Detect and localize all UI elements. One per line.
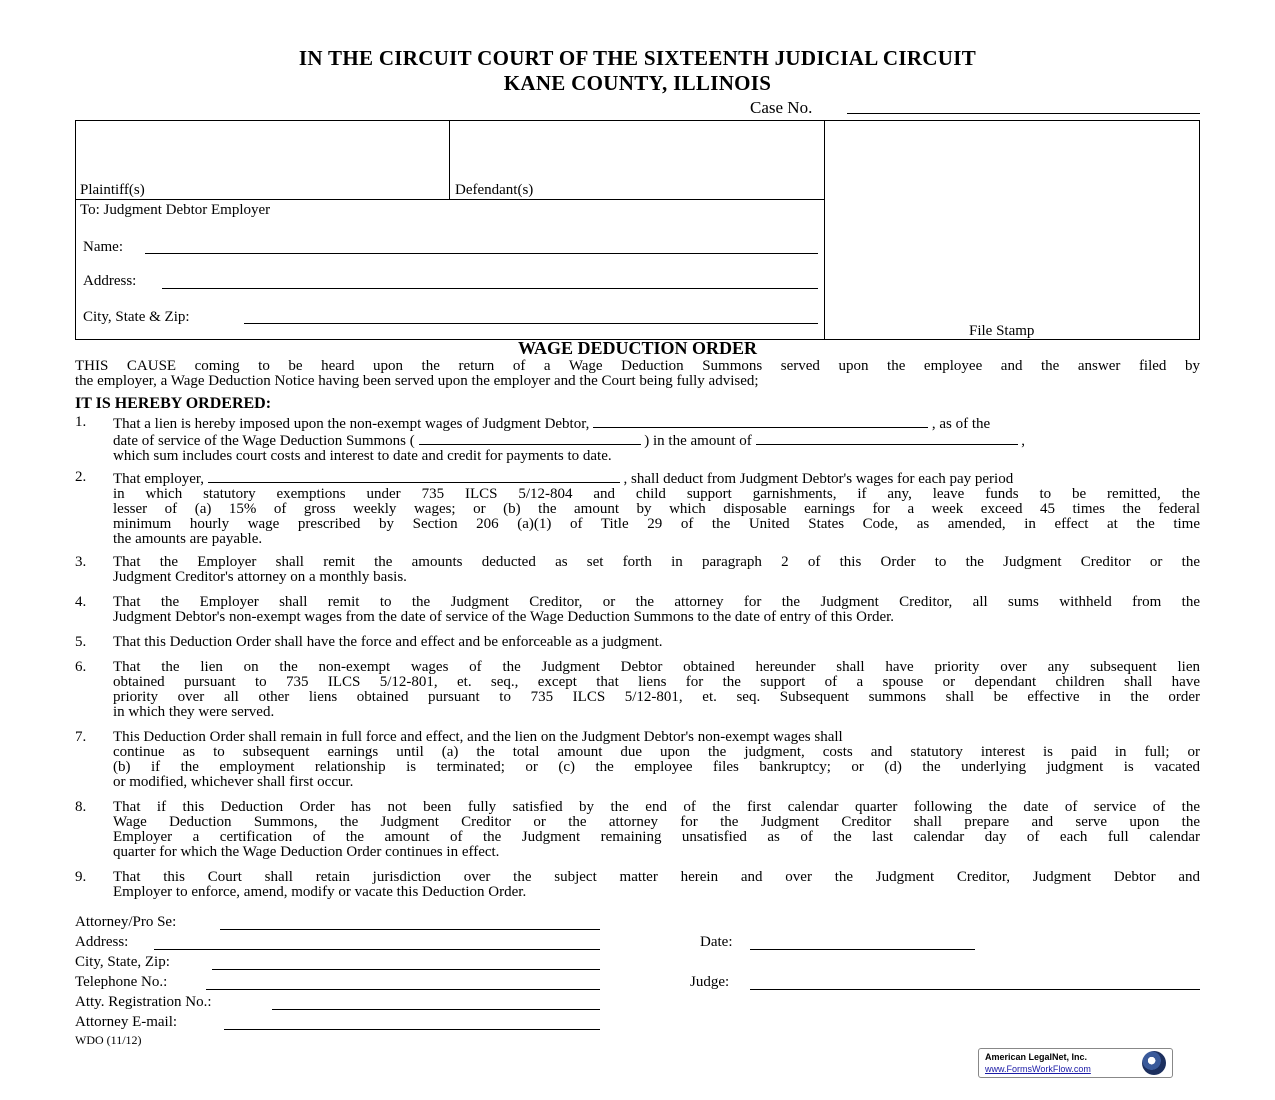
case-no-label: Case No. bbox=[750, 98, 813, 117]
caption-box bbox=[75, 120, 825, 340]
p9-line-2: Employer to enforce, amend, modify or vacate this Deduction Order. bbox=[113, 884, 527, 900]
paragraph-3 bbox=[75, 555, 1200, 585]
p6-line-1: That the lien on the non-exempt wages of the Judgment Debtor obtained hereunder shall have priority over any subsequent lien bbox=[113, 659, 1200, 675]
employer-address-label: Address: bbox=[83, 273, 137, 289]
attorney-address-field[interactable] bbox=[154, 949, 600, 950]
p4-line-1: That the Employer shall remit to the Judgment Creditor, or the attorney for the Judgment Creditor, all sums withheld from the bbox=[113, 594, 1200, 610]
intro-paragraph bbox=[75, 359, 1200, 389]
amount-field[interactable] bbox=[756, 432, 1018, 445]
attorney-field[interactable] bbox=[220, 929, 600, 930]
court-title: IN THE CIRCUIT COURT OF THE SIXTEENTH JUDICIAL CIRCUIT bbox=[298, 46, 977, 70]
to-employer-label: To: Judgment Debtor Employer bbox=[80, 202, 271, 218]
paragraph-number: 1. bbox=[75, 414, 87, 430]
paragraph-5 bbox=[75, 635, 1200, 650]
p8-line-1: That if this Deduction Order has not been fully satisfied by the end of the first calendar quarter following the date of service of the bbox=[113, 799, 1200, 815]
p1-line-2-b: ) in the amount of bbox=[644, 433, 752, 449]
employer-name-label: Name: bbox=[83, 239, 123, 255]
globe-icon bbox=[1142, 1051, 1166, 1075]
email-field[interactable] bbox=[224, 1029, 600, 1030]
caption-rule bbox=[75, 199, 825, 200]
file-stamp-label: File Stamp bbox=[969, 323, 1035, 339]
logo-url-link[interactable]: www.FormsWorkFlow.com bbox=[985, 1064, 1091, 1074]
p2-line-3: lesser of (a) 15% of gross weekly wages; or (b) the amount by which disposable earnings for a week exceed 45 times the federal bbox=[113, 501, 1200, 517]
employer-address-field[interactable] bbox=[162, 288, 818, 289]
p1-line-2-c: , bbox=[1021, 433, 1025, 449]
paragraph-8 bbox=[75, 800, 1200, 860]
paragraph-9 bbox=[75, 870, 1200, 900]
date-field[interactable] bbox=[750, 949, 975, 950]
paragraph-number: 7. bbox=[75, 729, 87, 745]
paragraph-number: 6. bbox=[75, 659, 87, 675]
ordered-heading: IT IS HEREBY ORDERED: bbox=[75, 395, 272, 412]
paragraph-number: 3. bbox=[75, 554, 87, 570]
p5-line-1: That this Deduction Order shall have the force and effect and be enforceable as a judgment. bbox=[113, 634, 663, 650]
p2-line-2: in which statutory exemptions under 735 ILCS 5/12-804 and child support garnishments, if any, leave funds to be remitted, the bbox=[113, 486, 1200, 502]
american-legalnet-logo[interactable] bbox=[978, 1048, 1173, 1078]
email-label: Attorney E-mail: bbox=[75, 1014, 178, 1030]
p6-line-2: obtained pursuant to 735 ILCS 5/12-801, et. seq., except that liens for the support of a spouse or dependant children shall have bbox=[113, 674, 1200, 690]
p4-line-2: Judgment Debtor's non-exempt wages from the date of service of the Wage Deduction Summons to the date of entry of this Order. bbox=[113, 609, 895, 625]
p6-line-3: priority over all other liens obtained pursuant to 735 ILCS 5/12-801, et. seq. Subsequent summons shall be effective in the order bbox=[113, 689, 1200, 705]
p1-line-1-b: , as of the bbox=[931, 416, 991, 432]
judge-signature-field[interactable] bbox=[750, 989, 1200, 990]
attorney-label: Attorney/Pro Se: bbox=[75, 914, 177, 930]
p7-line-4: or modified, whichever shall first occur. bbox=[113, 774, 354, 790]
p3-line-1: That the Employer shall remit the amounts deducted as set forth in paragraph 2 of this Order to the Judgment Creditor or the bbox=[113, 554, 1200, 570]
p2-line-5: the amounts are payable. bbox=[113, 531, 263, 547]
paragraph-2 bbox=[75, 470, 1200, 547]
paragraph-number: 8. bbox=[75, 799, 87, 815]
intro-line-2: the employer, a Wage Deduction Notice having been served upon the employer and the Court being fully advised; bbox=[75, 373, 759, 389]
defendant-label: Defendant(s) bbox=[455, 182, 534, 198]
attorney-address-label: Address: bbox=[75, 934, 129, 950]
debtor-name-field[interactable] bbox=[593, 415, 928, 428]
paragraph-1 bbox=[75, 415, 1200, 464]
paragraph-number: 4. bbox=[75, 594, 87, 610]
paragraph-number: 9. bbox=[75, 869, 87, 885]
registration-label: Atty. Registration No.: bbox=[75, 994, 212, 1010]
file-stamp-box bbox=[824, 120, 1200, 340]
attorney-city-label: City, State, Zip: bbox=[75, 954, 170, 970]
case-no-field[interactable] bbox=[847, 113, 1200, 114]
p1-line-1-a: That a lien is hereby imposed upon the non-exempt wages of Judgment Debtor, bbox=[113, 416, 590, 432]
order-title: WAGE DEDUCTION ORDER bbox=[517, 338, 758, 358]
employer-field[interactable] bbox=[208, 470, 620, 483]
date-label: Date: bbox=[700, 934, 733, 950]
p1-line-3: which sum includes court costs and interest to date and credit for payments to date. bbox=[113, 448, 612, 464]
logo-company: American LegalNet, Inc. bbox=[985, 1052, 1088, 1062]
paragraph-number: 2. bbox=[75, 469, 87, 485]
form-code: WDO (11/12) bbox=[75, 1033, 142, 1047]
paragraph-6 bbox=[75, 660, 1200, 720]
p3-line-2: Judgment Creditor's attorney on a monthly basis. bbox=[113, 569, 407, 585]
p9-line-1: That this Court shall retain jurisdiction over the subject matter herein and over the Judgment Creditor, Judgment Debtor and bbox=[113, 869, 1200, 885]
county-title: KANE COUNTY, ILLINOIS bbox=[503, 71, 772, 95]
caption-divider bbox=[449, 120, 450, 200]
paragraph-number: 5. bbox=[75, 634, 87, 650]
summons-date-field[interactable] bbox=[419, 432, 641, 445]
p2-line-1-a: That employer, bbox=[113, 471, 205, 487]
p2-line-1-b: , shall deduct from Judgment Debtor's wages for each pay period bbox=[623, 471, 1014, 487]
p8-line-3: Employer a certification of the amount of the Judgment remaining unsatisfied as of the last calendar day of each full calendar bbox=[113, 829, 1200, 845]
p1-line-2-a: date of service of the Wage Deduction Summons ( bbox=[113, 433, 415, 449]
p2-line-4: minimum hourly wage prescribed by Section 206 (a)(1) of Title 29 of the United States Code, as amended, in effect at the time bbox=[113, 516, 1200, 532]
p6-line-4: in which they were served. bbox=[113, 704, 275, 720]
registration-field[interactable] bbox=[272, 1009, 600, 1010]
p7-line-2: continue as to subsequent earnings until (a) the total amount due upon the judgment, costs and statutory interest is paid in full; or bbox=[113, 744, 1200, 760]
p8-line-2: Wage Deduction Summons, the Judgment Creditor or the attorney for the Judgment Creditor shall prepare and serve upon the bbox=[113, 814, 1200, 830]
employer-city-field[interactable] bbox=[244, 323, 818, 324]
p7-line-3: (b) if the employment relationship is terminated; or (c) the employee files bankruptcy; or (d) the underlying judgment is vacated bbox=[113, 759, 1200, 775]
employer-name-field[interactable] bbox=[145, 253, 818, 254]
paragraph-4 bbox=[75, 595, 1200, 625]
telephone-label: Telephone No.: bbox=[75, 974, 168, 990]
p8-line-4: quarter for which the Wage Deduction Order continues in effect. bbox=[113, 844, 500, 860]
attorney-city-field[interactable] bbox=[212, 969, 600, 970]
telephone-field[interactable] bbox=[206, 989, 600, 990]
employer-city-label: City, State & Zip: bbox=[83, 309, 190, 325]
judge-label: Judge: bbox=[690, 974, 730, 990]
plaintiff-label: Plaintiff(s) bbox=[80, 182, 145, 198]
p7-line-1: This Deduction Order shall remain in full force and effect, and the lien on the Judgment Debtor's non-exempt wages shall bbox=[113, 729, 843, 745]
intro-line-1: THIS CAUSE coming to be heard upon the return of a Wage Deduction Summons served upon the employee and the answer filed by bbox=[75, 358, 1200, 374]
paragraph-7 bbox=[75, 730, 1200, 790]
